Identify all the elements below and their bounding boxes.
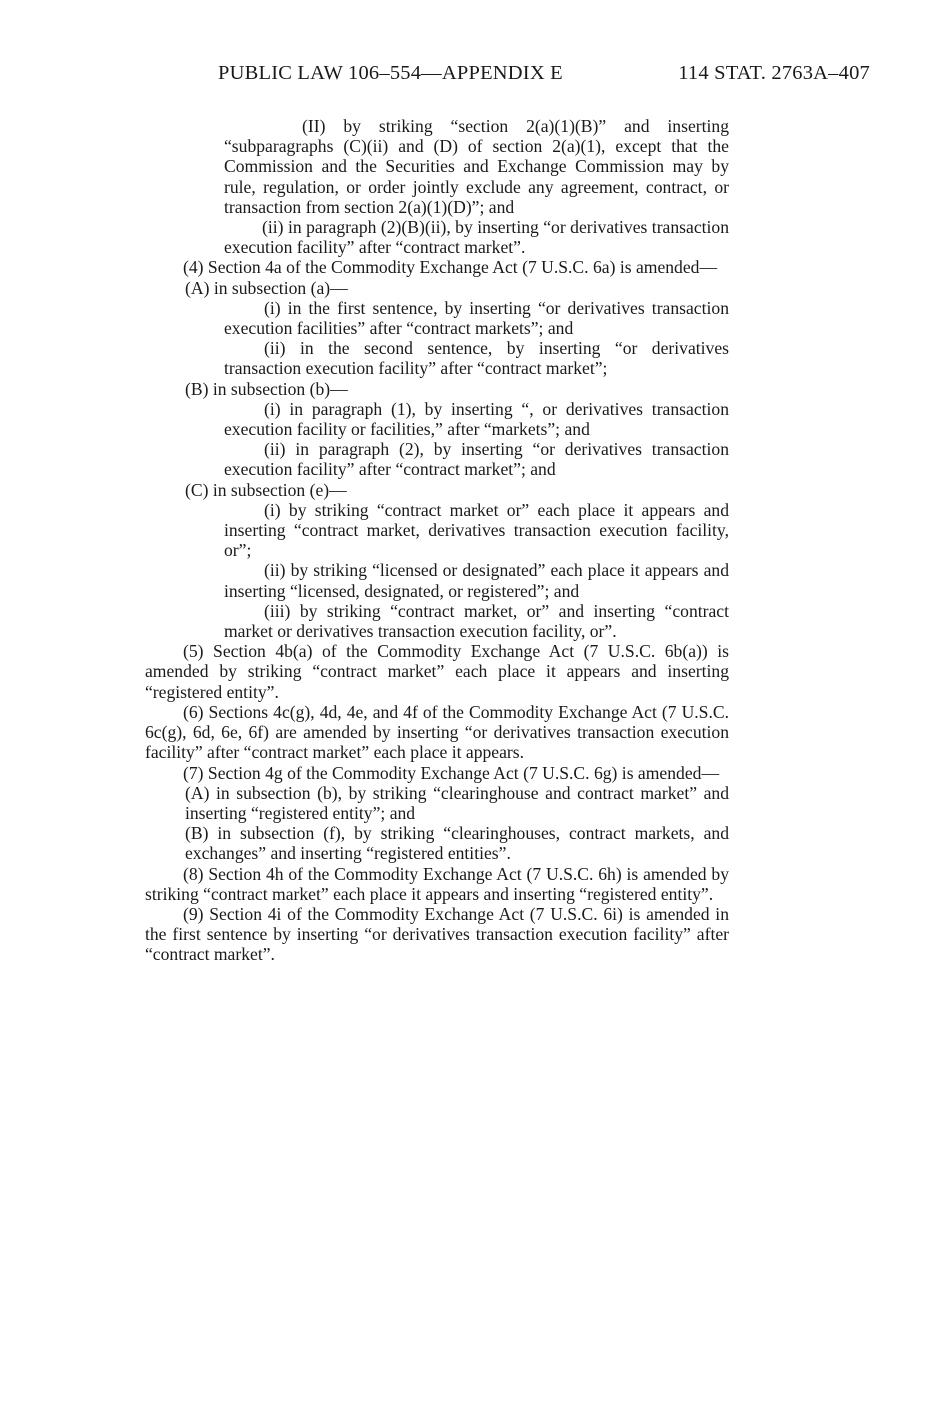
header-law-title: PUBLIC LAW 106–554—APPENDIX E (218, 62, 563, 84)
paragraph: (6) Sections 4c(g), 4d, 4e, and 4f of the Commodity Exchange Act (7 U.S.C. 6c(g), 6d, 6e, 6f) are amended by inserting “or derivatives transaction execution facility” after “contract market” each place it appears. (145, 701, 729, 763)
paragraph: (A) in subsection (b), by striking “clearinghouse and contract market” and inserting “registered entity”; and (185, 782, 729, 823)
paragraph: (i) in paragraph (1), by inserting “, or derivatives transaction execution facility or facilities,” after “markets”; and (224, 398, 729, 440)
paragraph: (i) in the first sentence, by inserting “or derivatives transaction execution facilities” after “contract markets”; and (224, 297, 729, 339)
paragraph: (5) Section 4b(a) of the Commodity Exchange Act (7 U.S.C. 6b(a)) is amended by striking “contract market” each place it appears and inserting “registered entity”. (145, 641, 729, 702)
paragraph: (4) Section 4a of the Commodity Exchange Act (7 U.S.C. 6a) is amended— (183, 257, 718, 278)
paragraph: (II) by striking “section 2(a)(1)(B)” and inserting “subparagraphs (C)(ii) and (D) of section 2(a)(1), except that the Commission and the Securities and Exchange Commission may by rule, regulation, or order jointly exclude any agreement, contract, or transaction from section 2(a)(1)(D)”; and (224, 116, 729, 217)
paragraph: (B) in subsection (f), by striking “clearinghouses, contract markets, and exchanges” and inserting “registered entities”. (185, 823, 729, 864)
paragraph: (ii) in the second sentence, by inserting “or derivatives transaction execution facility” after “contract market”; (224, 338, 729, 379)
paragraph: (A) in subsection (a)— (185, 277, 348, 298)
document-body (145, 116, 729, 965)
paragraph: (i) by striking “contract market or” each place it appears and inserting “contract market, derivatives transaction execution facility, or”; (224, 499, 729, 561)
paragraph: (ii) in paragraph (2), by inserting “or derivatives transaction execution facility” after “contract market”; and (224, 439, 729, 480)
paragraph: (B) in subsection (b)— (185, 378, 348, 399)
paragraph: (8) Section 4h of the Commodity Exchange Act (7 U.S.C. 6h) is amended by striking “contract market” each place it appears and inserting “registered entity”. (145, 863, 729, 904)
paragraph: (ii) by striking “licensed or designated” each place it appears and inserting “licensed, designated, or registered”; and (224, 560, 729, 601)
paragraph: (7) Section 4g of the Commodity Exchange Act (7 U.S.C. 6g) is amended— (183, 762, 720, 783)
paragraph: (C) in subsection (e)— (185, 479, 347, 500)
paragraph: (9) Section 4i of the Commodity Exchange Act (7 U.S.C. 6i) is amended in the first sentence by inserting “or derivatives transaction execution facility” after “contract market”. (145, 903, 729, 965)
paragraph: (iii) by striking “contract market, or” and inserting “contract market or derivatives transaction execution facility, or”. (224, 600, 729, 642)
header-page-citation: 114 STAT. 2763A–407 (678, 62, 870, 84)
paragraph: (ii) in paragraph (2)(B)(ii), by inserting “or derivatives transaction execution facility” after “contract market”. (224, 217, 729, 258)
running-header (218, 62, 870, 85)
